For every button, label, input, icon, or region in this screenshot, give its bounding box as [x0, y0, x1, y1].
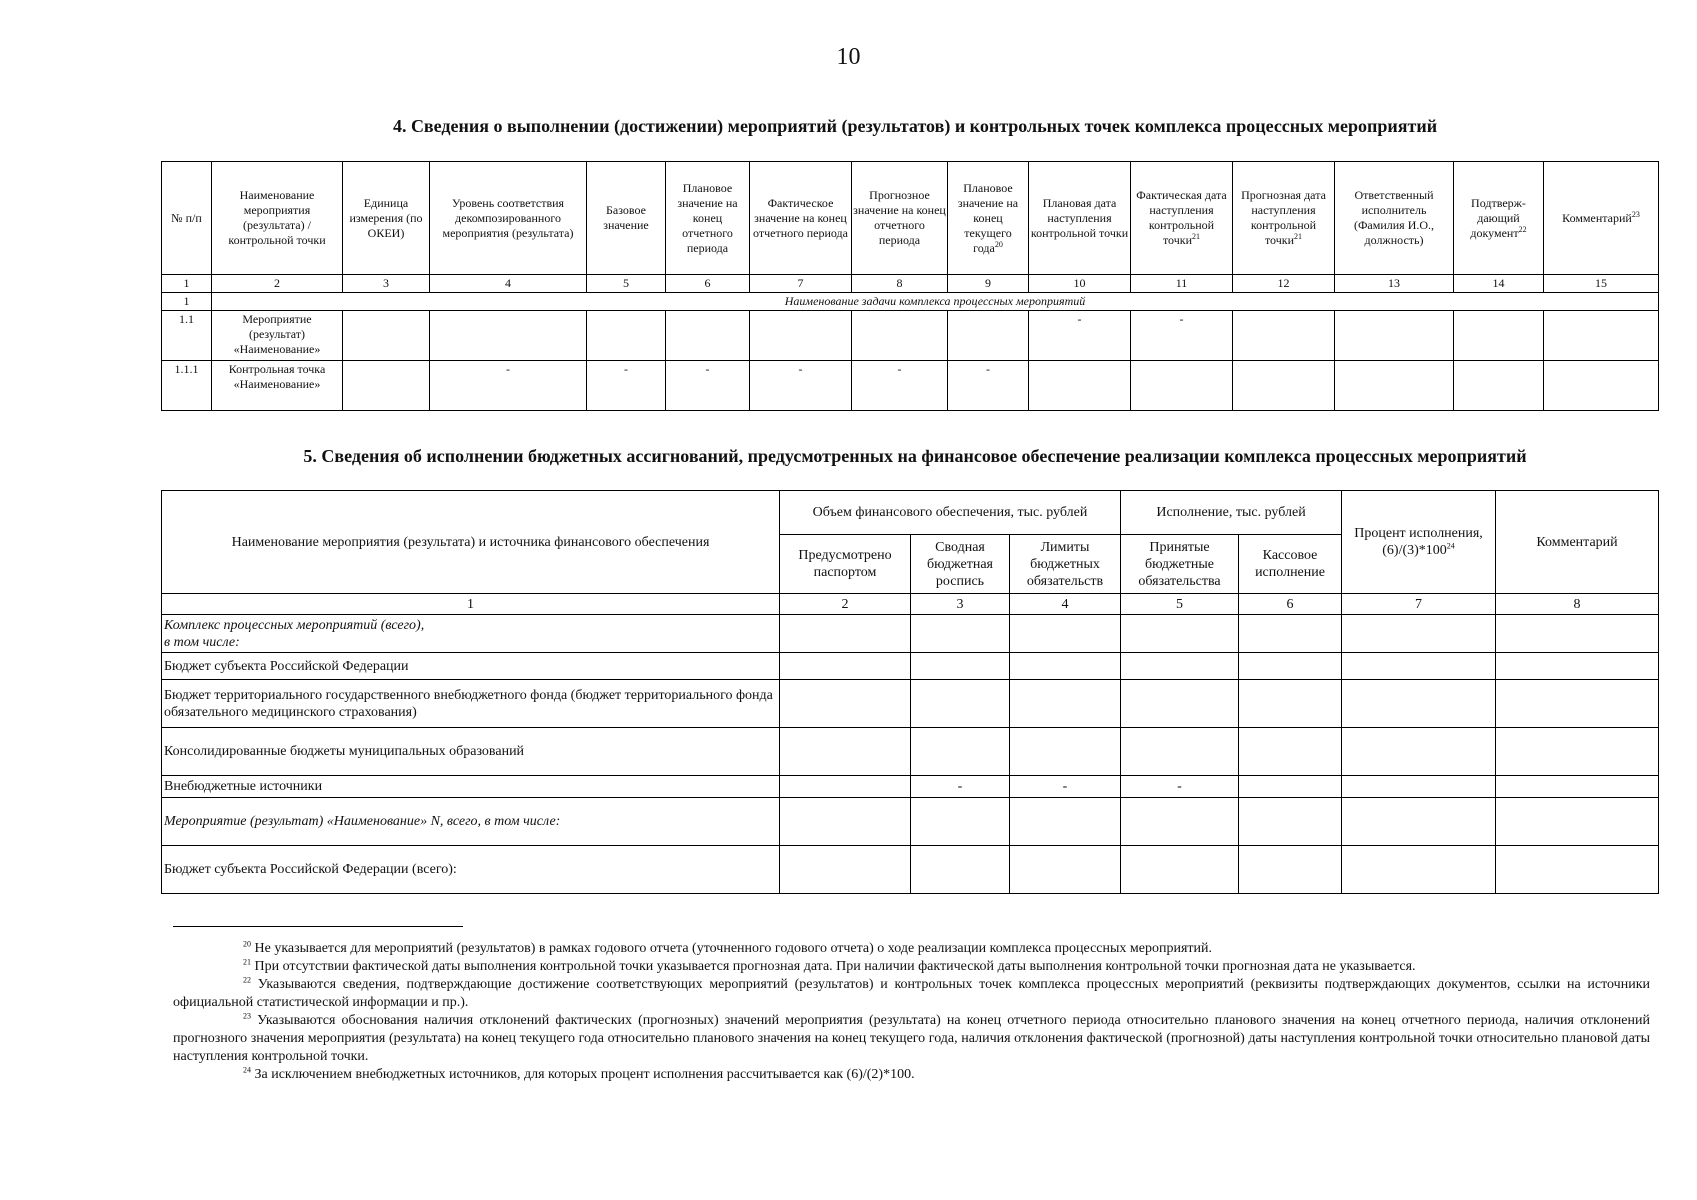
column-header: [162, 162, 212, 275]
row-label: Бюджет территориального государственного внебюджетного фонда (бюджет территориального фонда обязательного медицинского страхования): [162, 680, 780, 728]
data-cell: -: [1029, 311, 1131, 361]
data-cell: [1544, 311, 1659, 361]
data-cell: [852, 311, 948, 361]
data-cell: -: [948, 361, 1029, 411]
column-header-label: Базовое значение: [603, 203, 649, 232]
row-number: 1.1: [162, 311, 212, 361]
data-cell: [780, 653, 911, 680]
data-cell: [1342, 728, 1496, 776]
section-5-title: 5. Сведения об исполнении бюджетных ассигнований, предусмотренных на финансовое обеспечение реализации комплекса процессных мероприятий: [303, 446, 1527, 466]
data-cell: [343, 361, 430, 411]
header-cash-execution: Кассовое исполнение: [1239, 535, 1342, 594]
data-cell: -: [1010, 776, 1121, 798]
footnote: [173, 1066, 1650, 1084]
data-cell: [1544, 361, 1659, 411]
data-cell: [780, 776, 911, 798]
footnote: [173, 976, 1650, 1012]
data-cell: -: [1121, 776, 1239, 798]
footnote-text: За исключением внебюджетных источников, для которых процент исполнения рассчитывается как (6)/(2)*100.: [254, 1067, 915, 1082]
footnote-text: Указываются сведения, подтверждающие достижение соответствующих мероприятий (результатов) и контрольных точек комплекса процессных мероприятий (реквизиты подтверждающих документов, ссылки на источники официальной статистической информации и пр.).: [173, 977, 1650, 1010]
data-cell: [1029, 361, 1131, 411]
column-header-label: Плановая дата наступления контрольной точки: [1030, 195, 1129, 240]
data-cell: [343, 311, 430, 361]
data-cell: [1335, 361, 1454, 411]
row-label: Бюджет субъекта Российской Федерации (всего):: [162, 846, 780, 894]
budget-row: [162, 615, 1659, 653]
column-number: 3: [343, 275, 430, 293]
row-label: Комплекс процессных мероприятий (всего), в том числе:: [162, 615, 780, 653]
footnote-number: 24: [243, 1065, 251, 1075]
footnote-ref: 22: [1518, 224, 1527, 234]
footnote-text: При отсутствии фактической даты выполнения контрольной точки указывается прогнозная дата. При наличии фактической даты выполнения контрольной точки прогнозная дата не указывается.: [254, 959, 1416, 974]
data-cell: [1342, 846, 1496, 894]
row-number: 1.1.1: [162, 361, 212, 411]
data-cell: [911, 615, 1010, 653]
column-number: 9: [948, 275, 1029, 293]
column-header: [430, 162, 587, 275]
data-cell: [1239, 798, 1342, 846]
column-header-label: Плановое значение на конец отчетного периода: [677, 180, 738, 255]
column-number: 5: [1121, 594, 1239, 615]
column-number: 7: [750, 275, 852, 293]
data-cell: [911, 798, 1010, 846]
budget-table: [161, 490, 1659, 894]
data-cell: [587, 311, 666, 361]
row-label: Мероприятие (результат) «Наименование» N, всего, в том числе:: [162, 798, 780, 846]
data-cell: [1233, 311, 1335, 361]
data-cell: [1010, 846, 1121, 894]
column-number: 1: [162, 275, 212, 293]
data-cell: [1121, 728, 1239, 776]
data-cell: [1121, 798, 1239, 846]
header-row: [162, 162, 1659, 275]
footnote-number: 23: [243, 1011, 251, 1021]
data-cell: [1342, 680, 1496, 728]
footnotes: [173, 940, 1650, 1084]
column-header-label: Уровень соответствия декомпозированного мероприятия (результата): [442, 195, 574, 240]
column-number: 6: [1239, 594, 1342, 615]
column-number: 10: [1029, 275, 1131, 293]
header-comment: Комментарий: [1496, 491, 1659, 594]
column-header: [948, 162, 1029, 275]
data-cell: -: [1131, 311, 1233, 361]
footnote-number: 21: [243, 957, 251, 967]
column-header-label: Прогнозное значение на конец отчетного периода: [853, 188, 946, 247]
data-cell: [1010, 615, 1121, 653]
header-percent: Процент исполнения, $(6)/(3)*100^{24}$: [1342, 491, 1496, 594]
data-cell: [430, 311, 587, 361]
data-cell: [1233, 361, 1335, 411]
column-header: [1454, 162, 1544, 275]
footnote-number: 22: [243, 975, 251, 985]
column-number: 8: [852, 275, 948, 293]
data-cell: [1496, 728, 1659, 776]
data-cell: [1010, 680, 1121, 728]
footnote-ref: 21: [1294, 232, 1303, 241]
data-cell: [1131, 361, 1233, 411]
row-name: Мероприятие (результат) «Наименование»: [212, 311, 343, 361]
column-number: 2: [212, 275, 343, 293]
data-cell: [1496, 615, 1659, 653]
budget-row: [162, 798, 1659, 846]
activity-row: [162, 361, 1659, 411]
data-cell: [1010, 653, 1121, 680]
column-header: [1029, 162, 1131, 275]
budget-row: [162, 776, 1659, 798]
budget-row: [162, 680, 1659, 728]
header-consolidated-list: Сводная бюджетная роспись: [911, 535, 1010, 594]
data-cell: [780, 615, 911, 653]
page-number: 10: [836, 44, 861, 70]
data-cell: [1454, 361, 1544, 411]
data-cell: [1342, 798, 1496, 846]
column-header: [852, 162, 948, 275]
data-cell: [1342, 615, 1496, 653]
column-header-label: Единица измерения (по ОКЕИ): [349, 195, 423, 240]
data-cell: [1335, 311, 1454, 361]
budget-row: [162, 728, 1659, 776]
column-header-label: № п/п: [171, 210, 202, 225]
data-cell: [1239, 653, 1342, 680]
column-number: 12: [1233, 275, 1335, 293]
row-name: Контрольная точка «Наименование»: [212, 361, 343, 411]
footnote: [173, 958, 1650, 976]
data-cell: [1342, 776, 1496, 798]
budget-row: [162, 653, 1659, 680]
column-number: 4: [430, 275, 587, 293]
column-number: 1: [162, 594, 780, 615]
column-header: [1335, 162, 1454, 275]
column-header: [1233, 162, 1335, 275]
column-header: [750, 162, 852, 275]
column-number: 5: [587, 275, 666, 293]
column-number: 2: [780, 594, 911, 615]
column-number: 8: [1496, 594, 1659, 615]
task-label: Наименование задачи комплекса процессных мероприятий: [212, 293, 1659, 311]
data-cell: [780, 798, 911, 846]
column-header: [343, 162, 430, 275]
column-header: [587, 162, 666, 275]
activities-table: [161, 161, 1659, 411]
data-cell: [1239, 776, 1342, 798]
header-passport: Предусмотрено паспортом: [780, 535, 911, 594]
header-name: Наименование мероприятия (результата) и источника финансового обеспечения: [162, 491, 780, 594]
column-header-label: Наименование мероприятия (результата) / контрольной точки: [228, 188, 326, 247]
column-header-label: Подтверж-дающий документ: [1470, 195, 1526, 240]
data-cell: [1239, 615, 1342, 653]
header-accepted-obligations: Принятые бюджетные обязательства: [1121, 535, 1239, 594]
footnote: [173, 1012, 1650, 1066]
footnote-ref: 20: [994, 239, 1003, 249]
column-header-label: Комментарий: [1562, 210, 1632, 225]
data-cell: -: [750, 361, 852, 411]
data-cell: [1496, 776, 1659, 798]
data-cell: [1239, 846, 1342, 894]
column-number-row: [162, 275, 1659, 293]
column-header-label: Прогнозная дата наступления контрольной точки: [1241, 188, 1326, 247]
data-cell: [780, 728, 911, 776]
footnote-ref: 23: [1631, 209, 1640, 219]
header-limits: Лимиты бюджетных обязательств: [1010, 535, 1121, 594]
column-header: [1131, 162, 1233, 275]
data-cell: [1496, 680, 1659, 728]
data-cell: [911, 653, 1010, 680]
row-label: Консолидированные бюджеты муниципальных образований: [162, 728, 780, 776]
column-number-row: [162, 594, 1659, 615]
section-4-title: 4. Сведения о выполнении (достижении) мероприятий (результатов) и контрольных точек комплекса процессных мероприятий: [392, 116, 1438, 136]
data-cell: [780, 680, 911, 728]
task-row: [162, 293, 1659, 311]
column-number: 4: [1010, 594, 1121, 615]
data-cell: [1010, 728, 1121, 776]
column-number: 6: [666, 275, 750, 293]
column-header: [666, 162, 750, 275]
data-cell: [1121, 846, 1239, 894]
header-execution-group: Исполнение, тыс. рублей: [1121, 491, 1342, 535]
data-cell: -: [852, 361, 948, 411]
data-cell: -: [666, 361, 750, 411]
column-header-label: Фактическая дата наступления контрольной точки: [1136, 188, 1227, 247]
row-label: Бюджет субъекта Российской Федерации: [162, 653, 780, 680]
data-cell: -: [911, 776, 1010, 798]
footnote-number: 20: [243, 939, 251, 949]
column-header-label: Фактическое значение на конец отчетного периода: [753, 195, 848, 240]
footnote: [173, 940, 1650, 958]
data-cell: [1239, 680, 1342, 728]
data-cell: [666, 311, 750, 361]
data-cell: [1121, 653, 1239, 680]
task-number: 1: [162, 293, 212, 311]
column-header: [1544, 162, 1659, 275]
row-label: Внебюджетные источники: [162, 776, 780, 798]
data-cell: [948, 311, 1029, 361]
data-cell: -: [587, 361, 666, 411]
footnote-text: Указываются обоснования наличия отклонений фактических (прогнозных) значений мероприятия (результата) на конец отчетного периода относительно планового значения на конец отчетного периода, наличия отклонений прогнозного значения мероприятия (результата) на конец текущего года относительно планового значения на конец текущего года, наличия отклонения фактической (прогнозной) даты наступления контрольной точки относительно плановой даты наступления контрольной точки.: [173, 1013, 1650, 1064]
data-cell: [1496, 846, 1659, 894]
data-cell: [750, 311, 852, 361]
column-number: 14: [1454, 275, 1544, 293]
data-cell: [911, 680, 1010, 728]
footnote-text: Не указывается для мероприятий (результатов) в рамках годового отчета (уточненного годового отчета) о ходе реализации комплекса процессных мероприятий.: [254, 941, 1213, 956]
data-cell: -: [430, 361, 587, 411]
column-number: 11: [1131, 275, 1233, 293]
footnote-divider: [173, 926, 463, 927]
footnote-ref: 21: [1192, 232, 1201, 241]
data-cell: [911, 846, 1010, 894]
data-cell: [1010, 798, 1121, 846]
data-cell: [1342, 653, 1496, 680]
column-number: 3: [911, 594, 1010, 615]
data-cell: [1121, 680, 1239, 728]
column-header: [212, 162, 343, 275]
data-cell: [780, 846, 911, 894]
column-header-label: Ответственный исполнитель (Фамилия И.О., должность): [1353, 188, 1435, 247]
data-cell: [911, 728, 1010, 776]
activity-row: [162, 311, 1659, 361]
budget-row: [162, 846, 1659, 894]
data-cell: [1239, 728, 1342, 776]
column-number: 7: [1342, 594, 1496, 615]
header-volume-group: Объем финансового обеспечения, тыс. рублей: [780, 491, 1121, 535]
data-cell: [1121, 615, 1239, 653]
data-cell: [1454, 311, 1544, 361]
column-header-label: Плановое значение на конец текущего года: [957, 180, 1019, 255]
data-cell: [1496, 653, 1659, 680]
column-number: 13: [1335, 275, 1454, 293]
column-number: 15: [1544, 275, 1659, 293]
data-cell: [1496, 798, 1659, 846]
